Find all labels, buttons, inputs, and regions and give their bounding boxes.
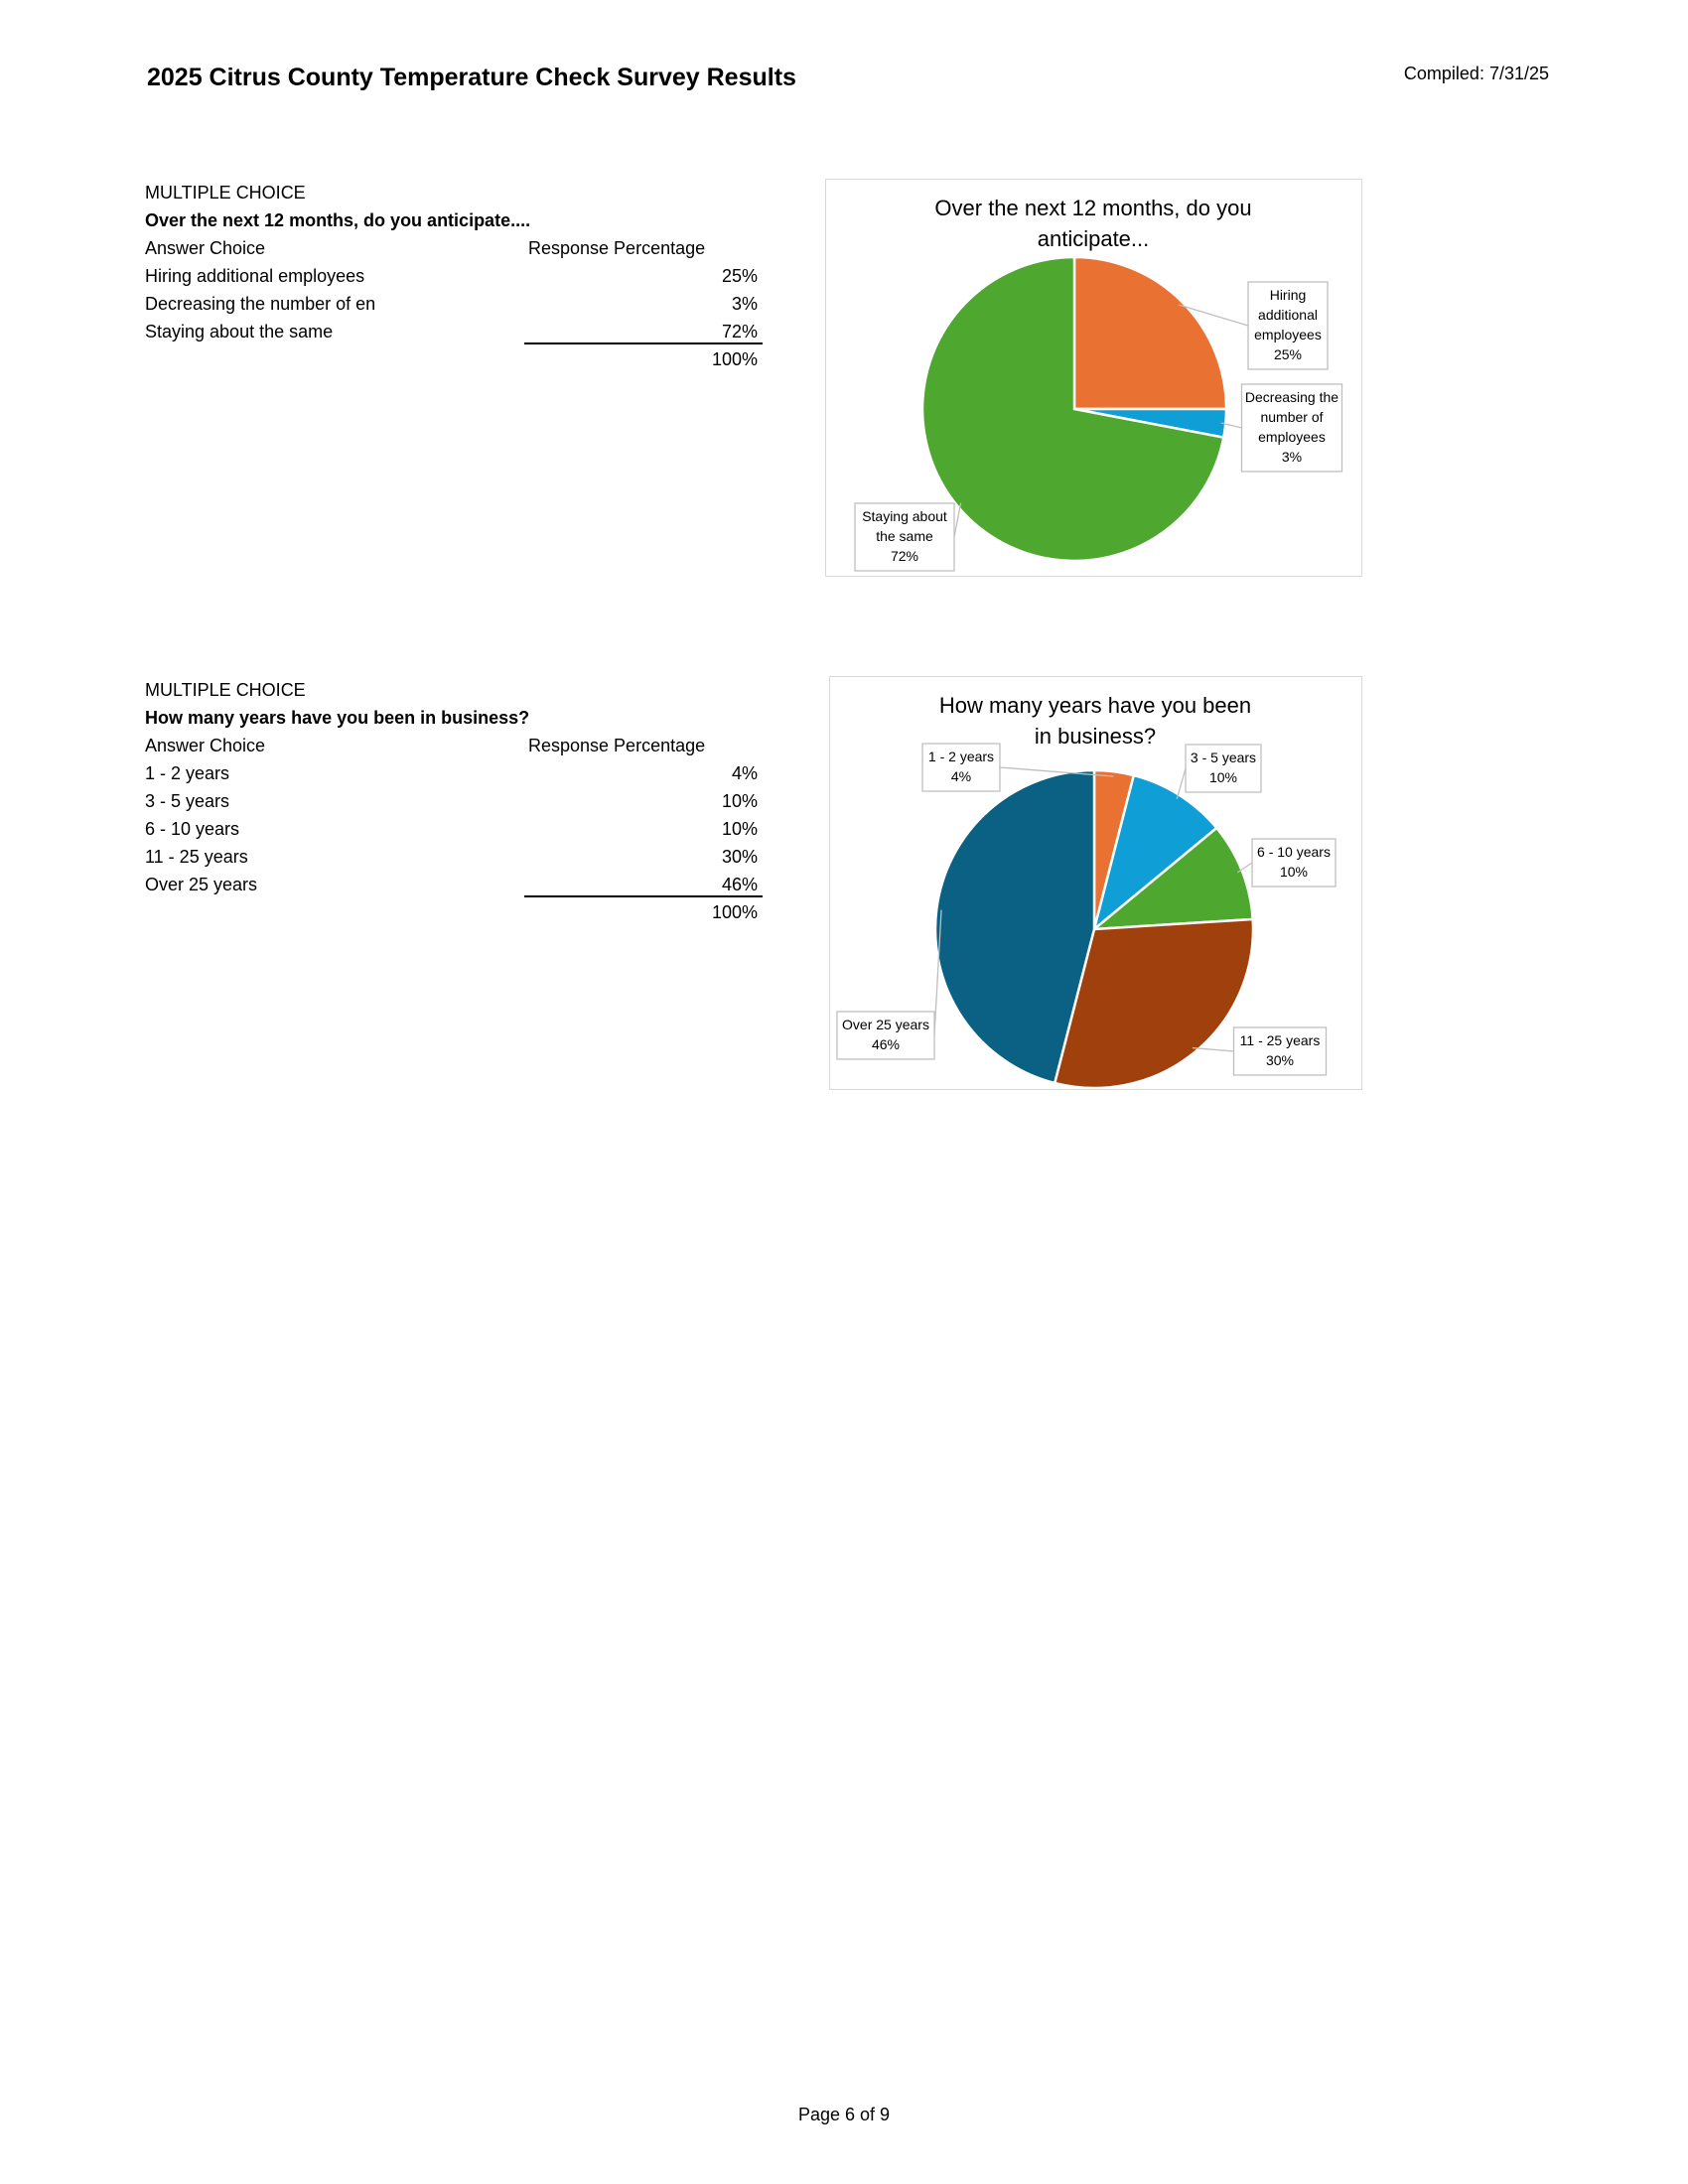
answer-choice: Hiring additional employees xyxy=(145,266,365,286)
response-percentage-header: Response Percentage xyxy=(528,736,706,755)
table-row xyxy=(145,815,758,843)
response-percentage: 72% xyxy=(721,322,758,341)
total-percentage: 100% xyxy=(711,902,758,922)
table-row xyxy=(145,787,758,815)
response-percentage: 10% xyxy=(721,819,758,839)
chart-anticipate xyxy=(825,179,1362,577)
data-label: Hiring additional employees 25% xyxy=(1254,287,1322,362)
answer-choice: Over 25 years xyxy=(145,875,258,894)
response-percentage: 25% xyxy=(721,266,758,286)
question-2-section xyxy=(145,676,758,926)
question-1-section xyxy=(145,179,758,373)
page-title: 2025 Citrus County Temperature Check Survey Results xyxy=(147,64,796,91)
table-row xyxy=(145,318,758,345)
chart-anticipate-svg xyxy=(826,180,1361,576)
table-header xyxy=(145,234,741,262)
table-row xyxy=(145,871,758,898)
answer-choice-header: Answer Choice xyxy=(145,238,266,258)
answer-choice-header: Answer Choice xyxy=(145,736,266,755)
answer-choice: 6 - 10 years xyxy=(145,819,240,839)
response-percentage: 10% xyxy=(721,791,758,811)
pie-slice xyxy=(1074,257,1226,409)
table-row xyxy=(145,759,758,787)
answer-choice: Staying about the same xyxy=(145,322,334,341)
leader-line xyxy=(1177,768,1186,799)
table-row xyxy=(145,290,758,318)
question-type-label: MULTIPLE CHOICE xyxy=(145,680,306,700)
chart-years-in-business xyxy=(829,676,1362,1090)
total-percentage: 100% xyxy=(711,349,758,369)
table-header xyxy=(145,732,741,759)
data-label: Over 25 years 46% xyxy=(842,1017,929,1052)
chart-years-svg xyxy=(830,677,1361,1089)
data-label: Decreasing the number of employees 3% xyxy=(1244,389,1339,465)
answer-choice: 3 - 5 years xyxy=(145,791,230,811)
answer-choice: Decreasing the number of en xyxy=(145,294,376,314)
total-divider xyxy=(524,342,763,344)
response-percentage-header: Response Percentage xyxy=(528,238,706,258)
compiled-date: Compiled: 7/31/25 xyxy=(1403,64,1549,83)
chart-title: How many years have you been in business? xyxy=(938,693,1252,749)
data-label: 1 - 2 years 4% xyxy=(927,749,995,784)
total-row xyxy=(145,898,758,926)
answer-choice: 1 - 2 years xyxy=(145,763,230,783)
response-percentage: 4% xyxy=(731,763,758,783)
leader-line xyxy=(954,503,961,537)
response-percentage: 3% xyxy=(731,294,758,314)
question-type-label: MULTIPLE CHOICE xyxy=(145,183,306,203)
data-label: 11 - 25 years 30% xyxy=(1239,1032,1321,1068)
question-text: How many years have you been in business? xyxy=(145,708,530,728)
response-percentage: 46% xyxy=(721,875,758,894)
table-row xyxy=(145,262,758,290)
page-number: Page 6 of 9 xyxy=(797,2105,891,2124)
answer-choice: 11 - 25 years xyxy=(145,847,248,867)
total-row xyxy=(145,345,758,373)
question-text: Over the next 12 months, do you anticipate.... xyxy=(145,210,531,230)
table-row xyxy=(145,843,758,871)
data-label: 3 - 5 years 10% xyxy=(1190,750,1257,785)
chart-title: Over the next 12 months, do you anticipate... xyxy=(934,196,1252,251)
response-percentage: 30% xyxy=(721,847,758,867)
total-divider xyxy=(524,895,763,897)
data-label: 6 - 10 years 10% xyxy=(1257,844,1331,880)
data-label: Staying about the same 72% xyxy=(862,508,947,564)
